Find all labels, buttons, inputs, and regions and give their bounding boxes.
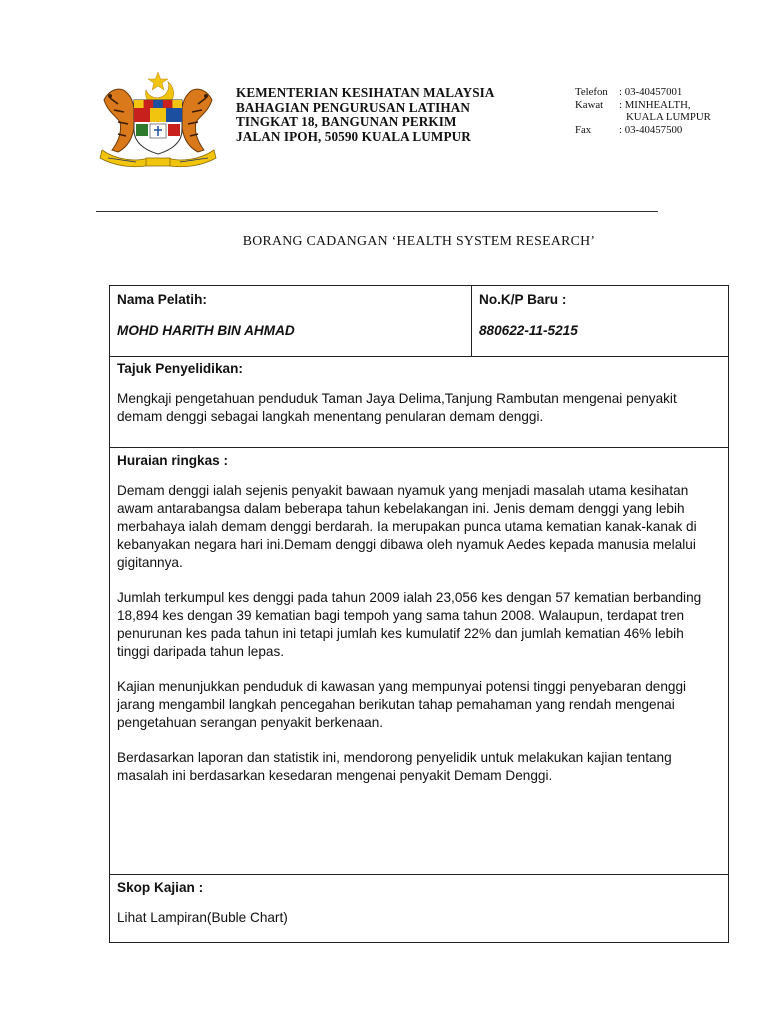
ministry-line: JALAN IPOH, 50590 KUALA LUMPUR — [236, 128, 471, 144]
kawat-label: Kawat — [575, 98, 604, 111]
research-title-label: Tajuk Penyelidikan: — [117, 361, 243, 376]
summary-paragraph: Kajian menunjukkan penduduk di kawasan yang mempunyai potensi tinggi penyebaran denggi jarang mengambil langkah pencegahan berikutan tahap pemahaman yang rendah mengenai pengetahuan serangan penyakit berkenaan. — [117, 679, 687, 730]
summary-label: Huraian ringkas : — [117, 453, 229, 468]
kawat-value: : MINHEALTH, — [619, 98, 691, 111]
telefon-label: Telefon — [575, 86, 608, 98]
proposal-form-table — [109, 285, 729, 943]
summary-paragraph: Demam denggi ialah sejenis penyakit bawaan nyamuk yang menjadi masalah utama kesihatan awam antarabangsa dalam beberapa tahun kebelakangan ini. Jenis demam denggi yang lebih merbahaya ialah demam denggi berdarah. Ia merupakan punca utama kematian kanak-kanak di kebanyakan negara hari ini.Demam denggi dibawa oleh nyamuk Aedes kepada manusia melalui gigitannya. — [117, 483, 697, 570]
ministry-line: KEMENTERIAN KESIHATAN MALAYSIA — [236, 85, 495, 100]
contact-details — [575, 86, 711, 136]
form-title: BORANG CADANGAN ‘HEALTH SYSTEM RESEARCH’ — [242, 233, 596, 248]
trainee-name-value: MOHD HARITH BIN AHMAD — [117, 323, 295, 338]
ic-number-value: 880622-11-5215 — [479, 323, 578, 338]
fax-row — [575, 124, 711, 137]
cell-divider — [471, 286, 472, 356]
trainee-row — [110, 286, 728, 357]
research-title-text: Mengkaji pengetahuan penduduk Taman Jaya Delima,Tanjung Rambutan mengenai penyakit demam denggi sebagai langkah menentang penularan demam denggi. — [117, 391, 677, 424]
header-divider — [96, 211, 658, 212]
summary-paragraph: Berdasarkan laporan dan statistik ini, mendorong penyelidik untuk melakukan kajian tentang masalah ini berdasarkan kesedaran mengenai penyakit Demam Denggi. — [117, 750, 672, 783]
research-title-section — [110, 356, 728, 448]
ministry-line: TINGKAT 18, BANGUNAN PERKIM — [236, 114, 457, 129]
ic-number-cell — [479, 292, 578, 338]
scope-text: Lihat Lampiran(Buble Chart) — [117, 910, 288, 925]
ministry-line: BAHAGIAN PENGURUSAN LATIHAN — [236, 99, 470, 115]
telefon-value: : 03-40457001 — [619, 86, 683, 98]
ministry-address — [236, 86, 495, 144]
fax-label: Fax — [575, 123, 592, 136]
kawat-row — [575, 99, 711, 112]
scope-label: Skop Kajian : — [117, 880, 204, 895]
summary-section — [110, 448, 728, 875]
summary-paragraph: Jumlah terkumpul kes denggi pada tahun 2009 ialah 23,056 kes dengan 57 kematian berbanding 18,894 kes dengan 39 kematian bagi tempoh yang sama tahun 2008. Walaupun, terdapat tren penurunan kes pada tahun ini tetapi jumlah kes kumulatif 22% dan jumlah kematian 46% lebih tinggi daripada tahun lepas. — [117, 590, 702, 659]
telefon-row — [575, 86, 711, 99]
kawat-value-2: KUALA LUMPUR — [626, 111, 711, 124]
trainee-name-label: Nama Pelatih: — [117, 292, 207, 307]
scope-section — [110, 875, 728, 943]
coat-of-arms-logo — [96, 70, 220, 170]
fax-value: : 03-40457500 — [619, 123, 683, 136]
trainee-name-cell — [117, 292, 295, 338]
ic-number-label: No.K/P Baru : — [479, 292, 567, 307]
